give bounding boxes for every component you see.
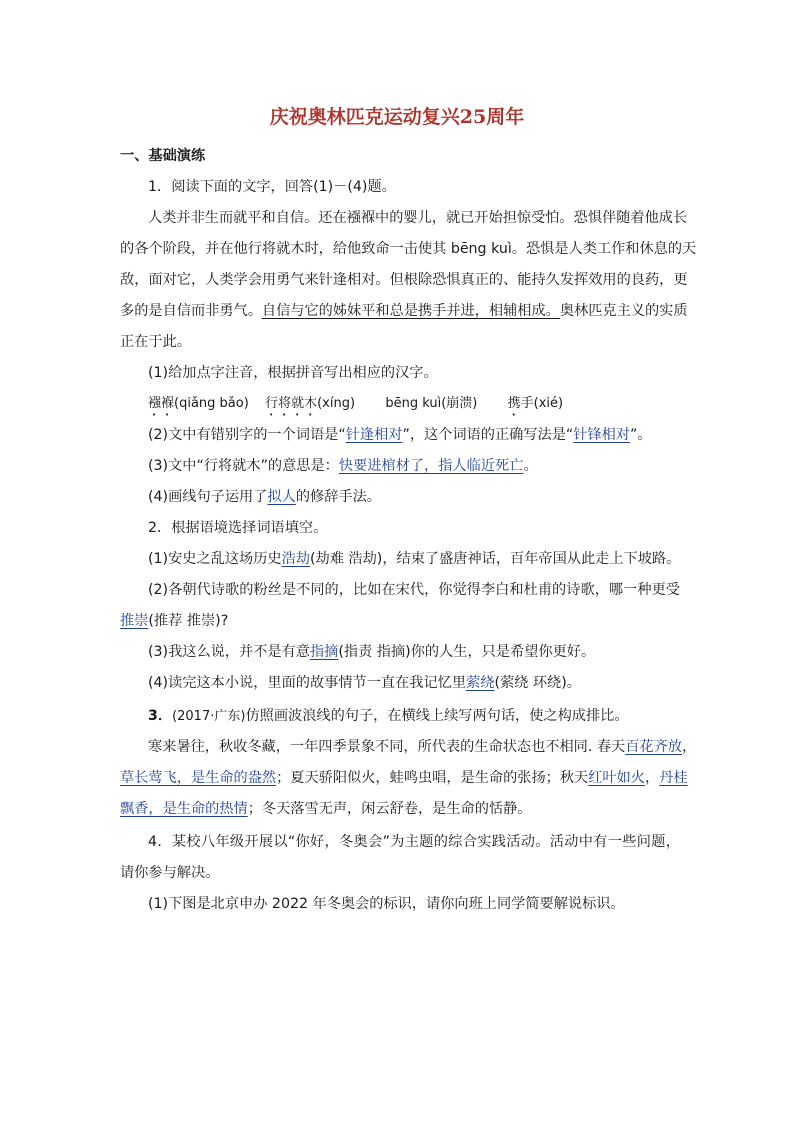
q1-sub-2 (148, 425, 680, 445)
q2-intro: 2．根据语境选择词语填空。 (148, 520, 328, 536)
q3-number: 3． (148, 708, 173, 724)
q2-item-1-text: (1)安史之乱这场历史 (148, 551, 282, 567)
q1-sub-4-text: 的修辞手法。 (295, 489, 381, 505)
q1-hanzi-answer: (崩溃) (441, 396, 478, 411)
q1-passage-line-1: 人类并非生而就平和自信。还在襁褓中的婴儿，就已开始担惊受怕。恐惧伴随着他成长 (148, 210, 688, 226)
q3-line-1 (148, 737, 697, 757)
q1-dotted-word: 襁褓 (148, 396, 175, 411)
q2-item-1-text: (劫难 浩劫)，结束了盛唐神话，百年帝国从此走上下坡路。 (310, 551, 681, 567)
q1-sub-2-answer-correct: 针锋相对 (573, 427, 630, 443)
q3-intro (148, 706, 680, 727)
q1-intro: 1．阅读下面的文字，回答(1)－(4)题。 (148, 179, 396, 195)
q2-item-1-answer: 浩劫 (281, 551, 310, 567)
q2-item-4-text: (4)读完这本小说，里面的故事情节一直在我记忆里 (148, 675, 467, 691)
q2-item-2: (2)各朝代诗歌的粉丝是不同的，比如在宋代，你觉得李白和杜甫的诗歌，哪一种更受 (148, 582, 680, 598)
q2-item-1 (148, 549, 680, 569)
q2-item-3 (148, 642, 680, 662)
q1-sub-2-text: (2)文中有错别字的一个词语是“ (148, 427, 346, 443)
q1-passage-line-5: 正在于此。 (120, 334, 191, 350)
q1-passage-line-4 (120, 301, 688, 321)
q1-sub-3 (148, 456, 680, 476)
q3-line-2 (120, 768, 688, 788)
q2-item-3-text: (指责 指摘)你的人生，只是希望你更好。 (338, 644, 596, 660)
q1-pinyin-answer: (xíng) (317, 396, 356, 411)
q4-line-1: 4．某校八年级开展以“你好，冬奥会”为主题的综合实践活动。活动中有一些问题， (148, 834, 680, 850)
q1-dotted-word: 行将就木 (265, 396, 318, 411)
q1-sub-3-answer: 快要进棺材了，指人临近死亡 (338, 458, 524, 474)
q1-passage-line-3: 敌，面对它，人类学会用勇气来针逢相对。但根除恐惧真正的、能持久发挥效用的良药，更 (120, 272, 688, 288)
q3-instruction: 仿照画波浪线的句子，在横线上续写两句话，使之构成排比。 (245, 708, 629, 724)
q1-sub-2-text: ”，这个词语的正确写法是“ (402, 427, 574, 443)
q3-answer: 丹桂 (659, 770, 688, 786)
q2-item-2-answer: 推崇 (120, 613, 149, 629)
q1-sub-4 (148, 487, 680, 507)
q1-sub-1: (1)给加点字注音，根据拼音写出相应的汉字。 (148, 365, 438, 381)
q3-answer: 草长莺飞，是生命的盎然 (120, 770, 277, 786)
q3-text: 寒来暑往，秋收冬藏，一年四季景象不同，所代表的生命状态也不相同. 春天 (148, 739, 626, 755)
q1-passage-line-2: 的各个阶段，并在他行将就木时，给他致命一击使其 bēng kuì。恐惧是人类工作和休息的天 (120, 241, 697, 257)
q2-item-4-text: (萦绕 环绕)。 (494, 675, 581, 691)
q4-sub-1: (1)下图是北京申办 2022 年冬奥会的标识，请你向班上同学简要解说标识。 (148, 896, 625, 912)
q3-line-3 (120, 799, 680, 819)
q2-item-4 (148, 673, 680, 693)
q1-sub-2-answer-wrong: 针逢相对 (345, 427, 403, 443)
q1-pinyin-answer: (qiǎng bǎo) (174, 396, 249, 411)
q2-item-4-answer: 萦绕 (466, 675, 495, 691)
q2-item-2-text: (推荐 推崇)? (148, 613, 229, 629)
q1-dotted-word: 携 (507, 396, 521, 411)
q3-text: ， (681, 739, 697, 755)
q1-sub-4-text: (4)画线句子运用了 (148, 489, 268, 505)
q3-text: ， (644, 770, 660, 786)
q3-source: (2017·广东) (172, 709, 246, 724)
q2-item-2-cont (120, 611, 680, 631)
q1-underlined-sentence: 自信与它的姊妹平和总是携手并进，相辅相成。 (261, 303, 560, 319)
q1-sub-1-answers (148, 394, 680, 419)
q2-item-3-answer: 指摘 (309, 644, 339, 660)
q3-answer: 飘香，是生命的热情 (120, 801, 248, 817)
section-heading: 一、基础演练 (120, 148, 206, 164)
q1-pinyin-answer: 手(xié) (520, 396, 564, 411)
q3-answer: 红叶如火 (588, 770, 645, 786)
q1-sub-3-text: 。 (523, 458, 538, 474)
q4-line-2: 请你参与解决。 (120, 865, 220, 881)
page-title: 庆祝奥林匹克运动复兴25周年 (269, 106, 525, 128)
q3-text: ；冬天落雪无声，闲云舒卷，是生命的恬静。 (247, 801, 532, 817)
q1-passage-text: 多的是自信而非勇气。 (120, 303, 262, 319)
q1-sub-2-text: ”。 (630, 427, 652, 443)
q1-sub-3-text: (3)文中“行将就木”的意思是： (148, 458, 339, 474)
q3-text: ；夏天骄阳似火，蛙鸣虫唱，是生命的张扬；秋天 (276, 770, 589, 786)
q3-answer: 百花齐放 (625, 739, 682, 755)
q1-sub-4-answer: 拟人 (267, 489, 296, 505)
q2-item-3-text: (3)我这么说，并不是有意 (148, 644, 310, 660)
q1-passage-text: 奥林匹克主义的实质 (559, 303, 688, 319)
q1-pinyin-given: bēng kuì (385, 396, 442, 411)
